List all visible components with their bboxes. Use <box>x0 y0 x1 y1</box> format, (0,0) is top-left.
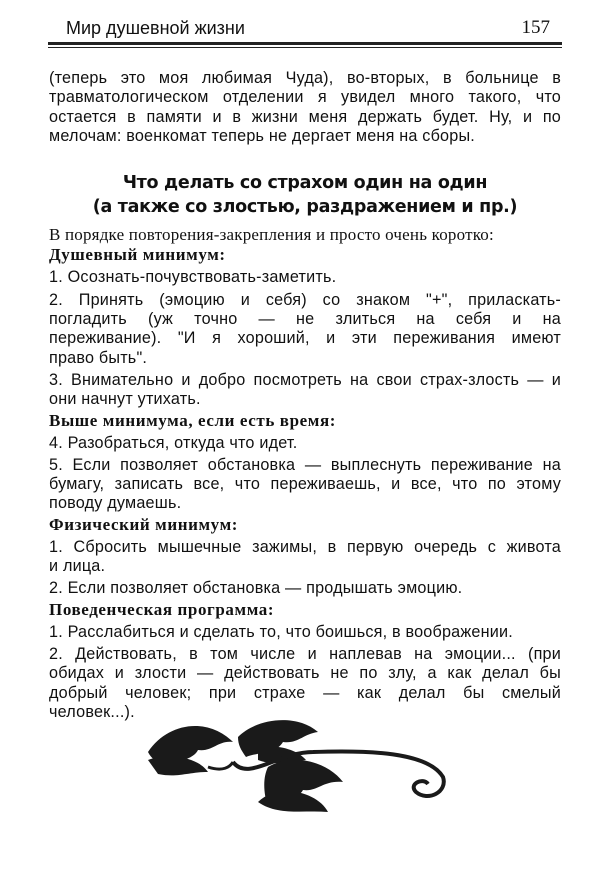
list-item <box>49 623 561 642</box>
page-body <box>49 69 561 722</box>
text-line: 3. Внимательно и добро посмотреть на свои страх-злость — и <box>49 370 561 389</box>
text-line: право быть". <box>49 348 148 367</box>
text-line: 2. Принять (эмоцию и себя) со знаком "+", приласкать- <box>49 290 561 309</box>
list-item <box>49 434 561 453</box>
subsection-title: Душевный минимум: <box>49 245 226 265</box>
running-title: Мир душевной жизни <box>66 18 245 38</box>
text-line: 2. Действовать, в том числе и наплевав на эмоции... (при <box>49 644 561 663</box>
text-line: (теперь это моя любимая Чуда), во-вторых, в больнице в <box>49 69 561 87</box>
text-line: 1. Расслабиться и сделать то, что боишься, в воображении. <box>49 622 513 641</box>
text-line: 5. Если позволяет обстановка — выплеснуть переживание на <box>49 455 561 474</box>
text-line: погладить (уж точно — не злиться на себя и на <box>49 310 561 329</box>
text-line: 1. Сбросить мышечные зажимы, в первую очередь с живота <box>49 537 561 556</box>
page-number: 157 <box>521 17 550 38</box>
header-rule <box>48 42 562 45</box>
text-line: добрый человек; при страхе — как делал бы смелый <box>49 683 561 702</box>
text-line: человек...). <box>49 702 135 721</box>
text-line: 2. Если позволяет обстановка — продышать эмоцию. <box>49 579 463 598</box>
list-item <box>49 268 561 287</box>
text-line: они начнут утихать. <box>49 390 201 409</box>
text-line: травматологическом отделении я увидел много такого, что <box>49 88 561 107</box>
text-line: мелочам: военкомат теперь не дергает меня на сборы. <box>49 126 475 145</box>
text-line: обидах и злости — действовать не по злу, а как делал бы <box>49 664 561 683</box>
running-header <box>48 14 562 44</box>
list-item <box>49 645 561 722</box>
list-item <box>49 538 561 577</box>
subsection-title: Физический минимум: <box>49 514 239 534</box>
list-item <box>49 456 561 514</box>
intro-paragraph <box>49 69 561 146</box>
subsection-title: Поведенческая программа: <box>49 599 275 619</box>
text-line: 1. Осознать-почувствовать-заметить. <box>49 268 337 287</box>
subsection-title: Выше минимума, если есть время: <box>49 410 337 430</box>
leaf-ornament <box>138 712 468 817</box>
text-line: остается в памяти и в жизни меня держать будет. Ну, и по <box>49 107 561 126</box>
section-heading <box>49 171 561 219</box>
text-line: 4. Разобраться, откуда что идет. <box>49 433 298 452</box>
heading-line: Что делать со страхом один на один <box>122 173 488 194</box>
text-line: и лица. <box>49 557 106 576</box>
header-rule-thin <box>48 47 562 48</box>
list-item <box>49 291 561 368</box>
lead-text: В порядке повторения-закрепления и просто очень коротко: <box>49 225 494 245</box>
list-item <box>49 371 561 410</box>
text-line: поводу думаешь. <box>49 494 182 513</box>
text-line: переживание). "И я хороший, и эти переживания имеют <box>49 329 561 348</box>
groups <box>49 244 561 722</box>
list-item <box>49 579 561 598</box>
heading-line: (а также со злостью, раздражением и пр.) <box>92 197 518 218</box>
text-line: бумагу, записать все, что переживаешь, и все, что по этому <box>49 475 561 494</box>
